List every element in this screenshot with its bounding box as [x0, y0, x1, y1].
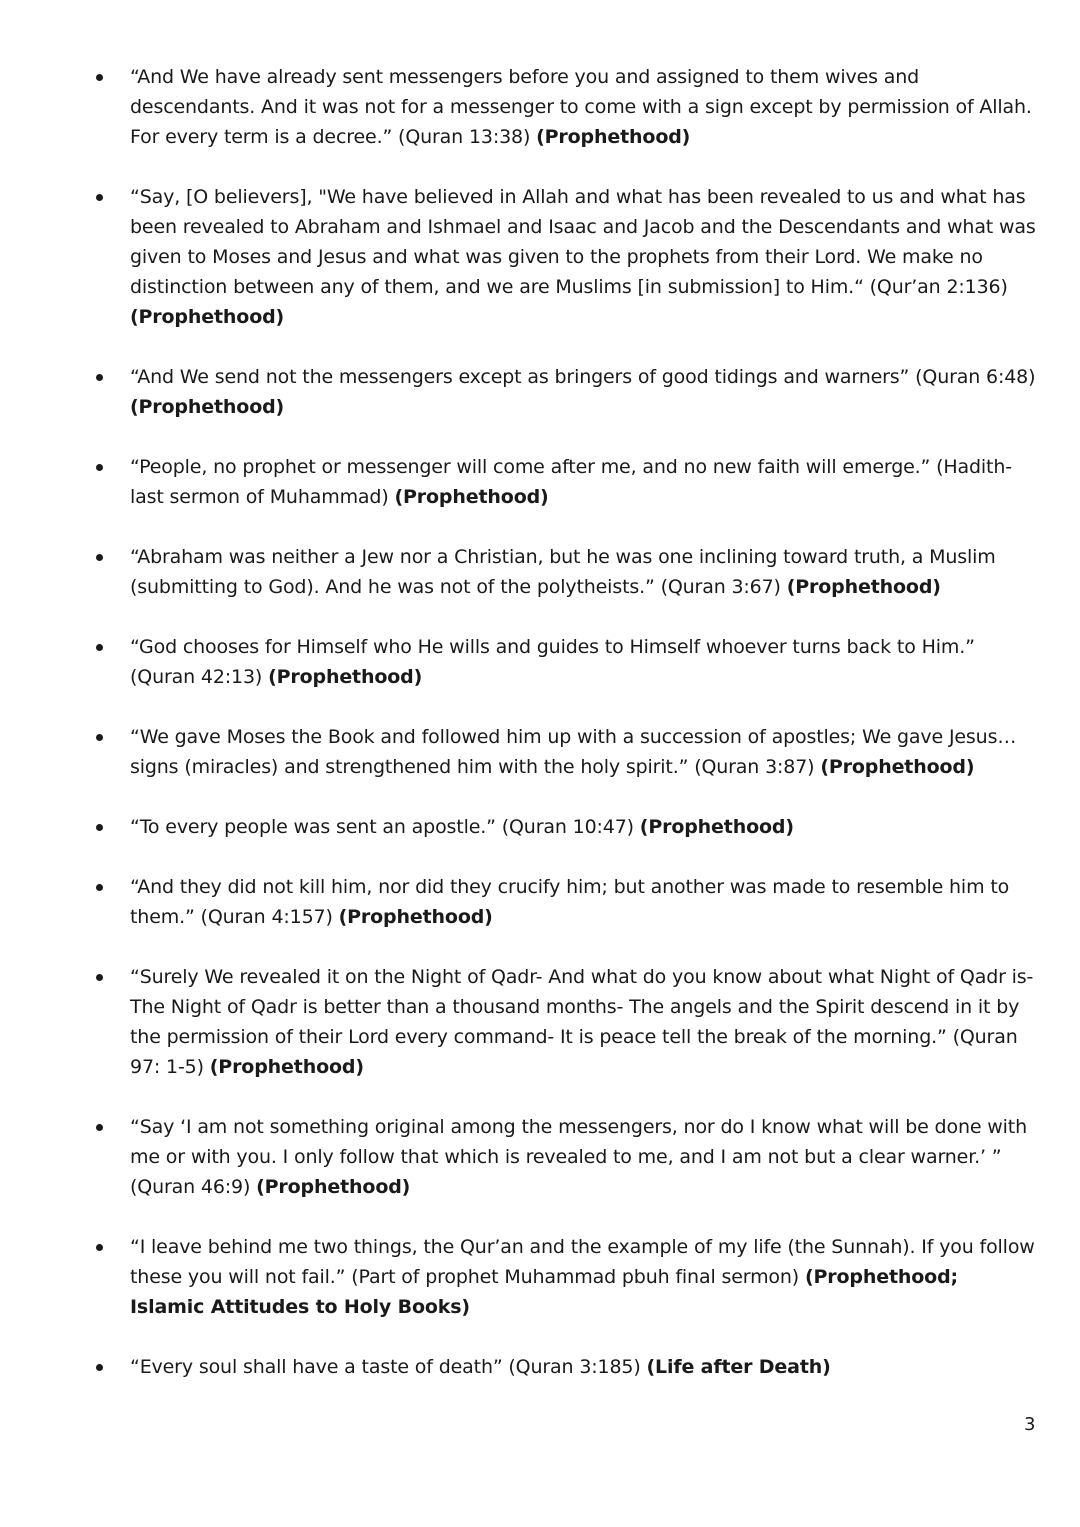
quote-text: “We gave Moses the Book and followed him up with a succession of apostles; We gave Jesus…signs (miracles) and strengthened him with the holy spirit.” (Quran 3:87): [130, 726, 1017, 778]
bullet-icon: [96, 194, 103, 201]
quote-text: “And they did not kill him, nor did they crucify him; but another was made to resemble him to them.” (Quran 4:157): [130, 876, 1010, 928]
topic-label: (Prophethood): [536, 126, 691, 148]
bullet-icon: [96, 824, 103, 831]
bullet-icon: [96, 974, 103, 981]
topic-label: (Prophethood): [786, 576, 941, 598]
bullet-icon: [96, 1364, 103, 1371]
list-item: [0, 1232, 1080, 1322]
list-item: [0, 1352, 1080, 1382]
quote-text: “Every soul shall have a taste of death” (Quran 3:185): [130, 1356, 641, 1378]
quote-text: “I leave behind me two things, the Qur’an and the example of my life (the Sunnah). If you follow these you will not fail.” (Part of prophet Muhammad pbuh final sermon): [130, 1236, 1035, 1288]
quote-text: “To every people was sent an apostle.” (Quran 10:47): [130, 816, 634, 838]
topic-label: (Prophethood): [209, 1056, 364, 1078]
topic-label: (Prophethood): [130, 306, 285, 328]
topic-label: (Prophethood; Islamic Attitudes to Holy Books): [130, 1266, 958, 1318]
list-item: [0, 1112, 1080, 1202]
topic-label: (Life after Death): [646, 1356, 831, 1378]
topic-label: (Prophethood): [820, 756, 975, 778]
list-item: [0, 452, 1080, 512]
list-item: [0, 362, 1080, 422]
bullet-icon: [96, 734, 103, 741]
list-item: [0, 542, 1080, 602]
list-item: [0, 632, 1080, 692]
quote-text: “God chooses for Himself who He wills and guides to Himself whoever turns back to Him.” (Quran 42:13): [130, 636, 975, 688]
topic-label: (Prophethood): [256, 1176, 411, 1198]
document-page: [0, 62, 1080, 1412]
list-item: [0, 182, 1080, 332]
bullet-icon: [96, 644, 103, 651]
quote-text: “Surely We revealed it on the Night of Qadr- And what do you know about what Night of Qadr is- The Night of Qadr is better than a thousand months- The angels and the Spirit descend in it by the permission of their Lord every command- It is peace tell the break of the morning.” (Quran 97: 1-5): [130, 966, 1034, 1078]
list-item: [0, 722, 1080, 782]
quote-text: “Say, [O believers], "We have believed in Allah and what has been revealed to us and what has been revealed to Abraham and Ishmael and Isaac and Jacob and the Descendants and what was given to Moses and Jesus and what was given to the prophets from their Lord. We make no distinction between any of them, and we are Muslims [in submission] to Him.“ (Qur’an 2:136): [130, 186, 1036, 298]
page-number: 3: [1024, 1414, 1036, 1435]
list-item: [0, 872, 1080, 932]
quote-text: “Abraham was neither a Jew nor a Christian, but he was one inclining toward truth, a Muslim (submitting to God). And he was not of the polytheists.” (Quran 3:67): [130, 546, 996, 598]
bullet-icon: [96, 374, 103, 381]
bullet-icon: [96, 74, 103, 81]
quote-list: [0, 62, 1080, 1382]
quote-text: “Say ‘I am not something original among the messengers, nor do I know what will be done with me or with you. I only follow that which is revealed to me, and I am not but a clear warner.’ ” (Quran 46:9): [130, 1116, 1027, 1198]
bullet-icon: [96, 554, 103, 561]
bullet-icon: [96, 1244, 103, 1251]
topic-label: (Prophethood): [338, 906, 493, 928]
topic-label: (Prophethood): [639, 816, 794, 838]
bullet-icon: [96, 1124, 103, 1131]
topic-label: (Prophethood): [394, 486, 549, 508]
topic-label: (Prophethood): [268, 666, 423, 688]
quote-text: “People, no prophet or messenger will come after me, and no new faith will emerge.” (Hadith- last sermon of Muhammad): [130, 456, 1012, 508]
quote-text: “And We have already sent messengers before you and assigned to them wives and descendants. And it was not for a messenger to come with a sign except by permission of Allah. For every term is a decree.” (Quran 13:38): [130, 66, 1032, 148]
list-item: [0, 962, 1080, 1082]
bullet-icon: [96, 464, 103, 471]
list-item: [0, 62, 1080, 152]
bullet-icon: [96, 884, 103, 891]
topic-label: (Prophethood): [130, 396, 285, 418]
list-item: [0, 812, 1080, 842]
quote-text: “And We send not the messengers except as bringers of good tidings and warners” (Quran 6:48): [130, 366, 1036, 388]
